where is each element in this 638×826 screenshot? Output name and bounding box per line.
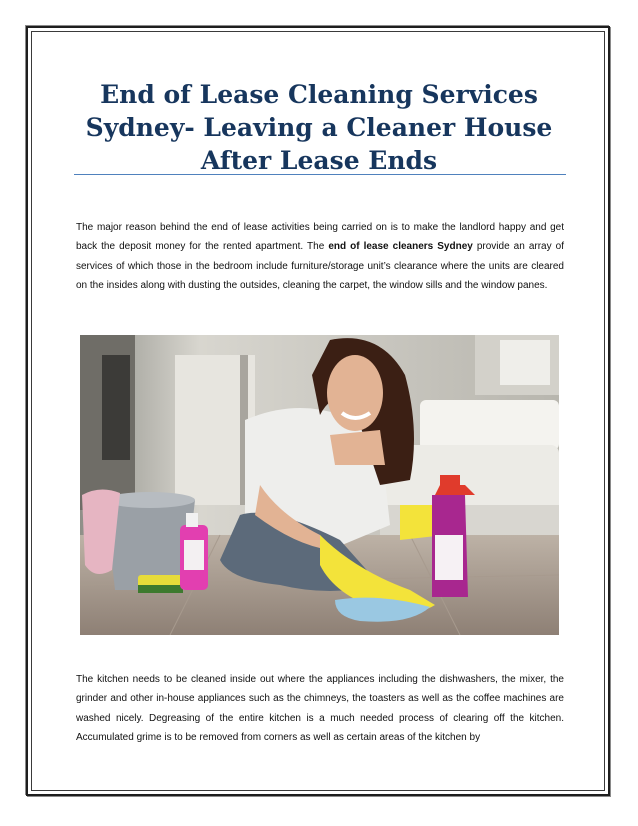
paragraph-intro-text-start: The major reason behind the end of lease activities being carried on is to make the landlord happy and get back the deposit money for the rented apartment. The bbox=[76, 222, 564, 253]
paragraph-kitchen: The kitchen needs to be cleaned inside out where the appliances including the dishwashers, the mixer, the grinder and other in-house appliances such as the chimneys, the toasters as well as the coffee machines are washed nicely. Degreasing of the entire kitchen is a much needed process of clearing off the kitchen. Accumulated grime is to be removed from corners as well as certain areas of the kitchen by bbox=[76, 674, 564, 744]
title-underline bbox=[74, 174, 566, 175]
paragraph-intro-bold-link-text: end of lease cleaners Sydney bbox=[328, 241, 473, 253]
paragraph-intro bbox=[76, 218, 564, 296]
document-title: End of Lease Cleaning Services Sydney- Leaving a Cleaner House After Lease Ends bbox=[85, 80, 553, 175]
paragraph-intro-text-end: provide an array of services of which those in the bedroom include furniture/storage unit’s clearance where the units are cleared on the insides along with dusting the outsides, cleaning the carpet, the window sills and the window panes. bbox=[76, 241, 564, 292]
cleaning-woman-photo bbox=[80, 335, 559, 635]
